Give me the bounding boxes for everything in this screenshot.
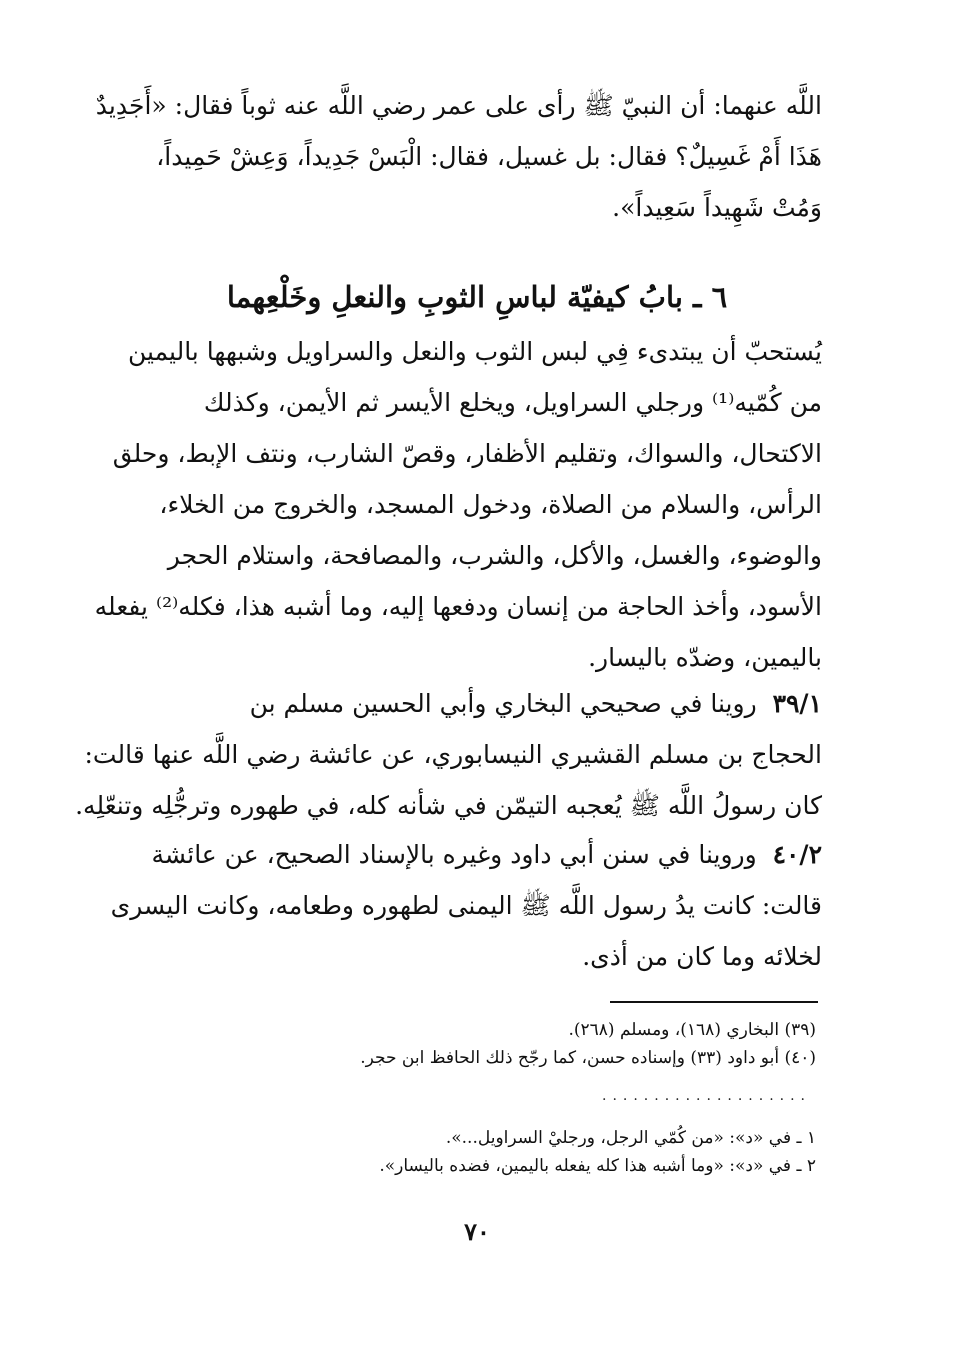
footnote: ٢ ـ في «د»: «وما أشبه هذا كله يفعله باليمين، فضده باليسار». [379, 1156, 816, 1176]
intro-paragraph [95, 80, 822, 233]
text-line: والوضوء، والغسل، والأكل، والشرب، والمصافحة، واستلام الحجر [167, 541, 822, 570]
text-line: الرأس، والسلام من الصلاة، ودخول المسجد، والخروج من الخلاء، [159, 490, 822, 519]
hadith-text: وروينا في سنن أبي داود وغيره بالإسناد الصحيح، عن عائشة [151, 840, 757, 869]
text-line: اللَّه عنهما: أن النبيّ ﷺ رأى على عمر رضي اللَّه عنه ثوباً فقال: «أَجَدِيدٌ [95, 91, 822, 120]
footnote: (٣٩) البخاري (١٦٨)، ومسلم (٢٦٨). [568, 1020, 816, 1040]
text-line: الاكتحال، والسواك، وتقليم الأظفار، وقصّ الشارب، ونتف الإبط، وحلق [112, 439, 822, 468]
chapter-paragraph [94, 326, 822, 683]
text-line: الحجاج بن مسلم القشيري النيسابوري، عن عائشة رضي اللَّه عنها قالت: [84, 740, 822, 769]
text-line: يُستحبّ أن يبتدىء فِي لبس الثوب والنعل والسراويل وشبهها باليمين [128, 337, 822, 366]
text-line: من كُمّيه⁽¹⁾ ورجلي السراويل، ويخلع الأيسر ثم الأيمن، وكذلك [203, 388, 822, 417]
text-line [132, 829, 822, 880]
text-line: قالت: كانت يدُ رسول اللَّه ﷺ اليمنى لطهوره وطعامه، وكانت اليسرى [110, 891, 822, 920]
hadith-40 [110, 829, 822, 982]
hadith-number: ٣٩/١ [772, 689, 822, 718]
footnote: (٤٠) أبو داود (٣٣) وإسناده حسن، كما رجّح ذلك الحافظ ابن حجر. [360, 1048, 816, 1068]
page-number: ٧٠ [464, 1217, 490, 1246]
footnote: ١ ـ في «د»: «من كُمّي الرجل، ورجليْ السراويل...». [445, 1128, 816, 1148]
text-line: هَذَا أَمْ غَسِيلٌ؟ فقال: بل غسيل، فقال: الْبَسْ جَدِيداً، وَعِشْ حَمِيداً، [156, 142, 822, 171]
variant-footnotes [126, 1124, 816, 1180]
text-line: باليمين، وضدّه باليسار. [588, 643, 822, 672]
source-footnotes [126, 1016, 816, 1072]
text-line: كان رسولُ اللَّه ﷺ يُعجبه التيمّن في شأنه كله، في طهوره وترجُّلِه وتنعّلِه. [75, 791, 822, 820]
hadith-text: روينا في صحيحي البخاري وأبي الحسين مسلم بن [249, 689, 757, 718]
hadith-number: ٤٠/٢ [772, 840, 822, 869]
text-line [132, 678, 822, 729]
chapter-heading: ٦ ـ بابُ كيفيّة لباسِ الثوبِ والنعلِ وخَلْعِهما [226, 280, 728, 314]
text-line: وَمُتْ شَهِيداً سَعِيداً». [612, 193, 822, 222]
hadith-39 [75, 678, 822, 831]
footnote-separator [610, 1001, 818, 1003]
text-line: لخلائه وما كان من أذى. [582, 942, 822, 971]
text-line: الأسود، وأخذ الحاجة من إنسان ودفعها إليه، وما أشبه هذا، فكله⁽²⁾ يفعله [94, 592, 822, 621]
dotted-separator: .................... [602, 1088, 812, 1104]
